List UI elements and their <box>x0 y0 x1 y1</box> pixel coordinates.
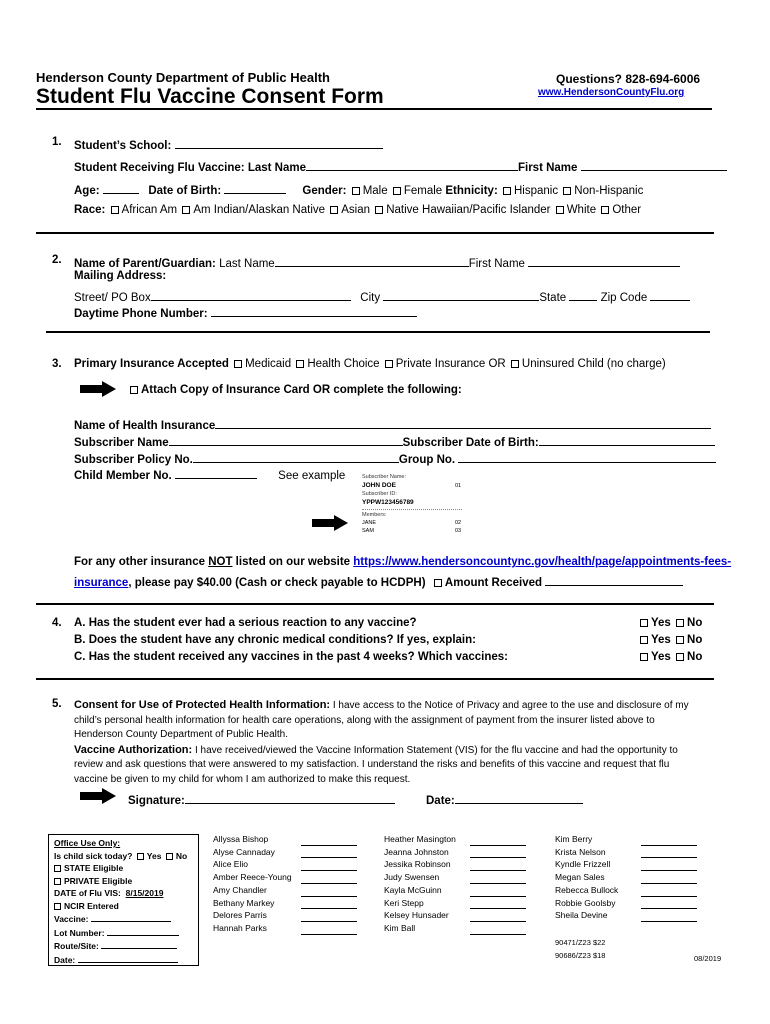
section-5-number: 5. <box>52 698 62 710</box>
race-am-indian-label: Am Indian/Alaskan Native <box>193 204 326 216</box>
example-insurance-card <box>358 472 468 542</box>
staff-initial-line[interactable] <box>470 886 526 897</box>
section-4-divider <box>36 678 714 680</box>
staff-initial-line[interactable] <box>301 873 357 884</box>
staff-initial-line[interactable] <box>470 924 526 935</box>
vis-date-label: DATE of Flu VIS: <box>54 888 121 898</box>
staff-row <box>384 897 526 910</box>
staff-initial-line[interactable] <box>301 835 357 846</box>
staff-row <box>555 884 697 897</box>
parent-last-name-label: Last Name <box>219 258 275 270</box>
city-label: City <box>360 292 381 304</box>
lot-row <box>54 926 193 940</box>
card-subscriber-id-label: Subscriber ID: <box>362 491 397 497</box>
section-3-number: 3. <box>52 358 62 370</box>
staff-name: Hannah Parks <box>213 922 267 933</box>
card-member-2-num: 03 <box>455 528 462 534</box>
student-first-name-label: First Name <box>517 162 578 174</box>
staff-row <box>384 846 526 859</box>
office-date-line[interactable] <box>78 953 178 963</box>
question-b: B. Does the student have any chronic medical conditions? If yes, explain: <box>74 634 476 646</box>
yes-label: Yes <box>651 617 671 629</box>
staff-column-3 <box>555 833 697 922</box>
race-row <box>74 204 641 216</box>
other-insurance-mid: listed on our website <box>232 556 354 568</box>
staff-initial-line[interactable] <box>470 898 526 909</box>
address-row <box>74 288 690 304</box>
billing-code-2: 90686/Z23 $18 <box>555 951 606 960</box>
student-first-name-line[interactable] <box>581 158 727 171</box>
signature-field[interactable] <box>128 791 395 807</box>
subscriber-name-label: Subscriber Name <box>74 437 169 449</box>
amount-received-label: Amount Received <box>444 577 543 589</box>
attach-card-checkbox[interactable] <box>130 386 138 394</box>
vis-date-value: 8/15/2019 <box>125 888 164 898</box>
date-label: Date: <box>426 795 455 807</box>
vaccine-label: Vaccine: <box>54 914 89 924</box>
policy-no-label: Subscriber Policy No. <box>74 454 193 466</box>
vaccine-line[interactable] <box>91 912 171 922</box>
staff-initial-line[interactable] <box>301 847 357 858</box>
student-last-name-line[interactable] <box>306 158 518 171</box>
vaccine-authorization-text-2: review and ask questions that were answered to my satisfaction. I understand the risks and benefits of this vaccine and request that flu <box>74 759 670 771</box>
other-insurance-pre: For any other insurance <box>74 556 209 568</box>
race-native-hawaiian-label: Native Hawaiian/Pacific Islander <box>386 204 551 216</box>
staff-name: Kim Ball <box>384 922 416 933</box>
uninsured-checkbox[interactable] <box>511 360 519 368</box>
private-eligible-row <box>54 875 193 888</box>
no-label: No <box>687 617 703 629</box>
staff-row <box>213 871 357 884</box>
staff-name: Jessika Robinson <box>384 859 451 870</box>
staff-initial-line[interactable] <box>470 911 526 922</box>
city-line[interactable] <box>383 288 539 301</box>
vis-date-row <box>54 887 193 900</box>
question-a: A. Has the student ever had a serious reaction to any vaccine? <box>74 617 417 629</box>
attach-card-label: Attach Copy of Insurance Card OR complete the following: <box>141 384 462 396</box>
question-a-answers <box>638 617 702 629</box>
staff-row <box>555 833 697 846</box>
street-label: Street/ PO Box <box>74 292 151 304</box>
attach-card-row <box>128 384 462 396</box>
staff-initial-line[interactable] <box>641 873 697 884</box>
staff-name: Amy Chandler <box>213 884 267 895</box>
state-eligible-checkbox[interactable] <box>54 865 61 872</box>
health-choice-checkbox[interactable] <box>296 360 304 368</box>
staff-initial-line[interactable] <box>301 924 357 935</box>
yes-label: Yes <box>651 634 671 646</box>
insurance-name-label: Name of Health Insurance <box>74 420 216 432</box>
staff-name: Kim Berry <box>555 834 593 844</box>
staff-name: Robbie Goolsby <box>555 897 616 908</box>
question-b-answers <box>638 634 702 646</box>
card-members-label: Members: <box>362 512 387 518</box>
parent-name-row <box>74 254 680 270</box>
uninsured-label: Uninsured Child (no charge) <box>521 358 666 370</box>
group-no-label: Group No. <box>398 454 456 466</box>
other-insurance-line-1 <box>74 556 731 568</box>
arrow-right-icon <box>80 381 116 397</box>
race-african-am-label: African Am <box>121 204 178 216</box>
date-line[interactable] <box>455 791 583 804</box>
department-name: Henderson County Department of Public Health <box>36 70 330 85</box>
staff-initial-line[interactable] <box>470 860 526 871</box>
fees-url-link-continued[interactable]: insurance <box>74 577 129 589</box>
staff-initial-line[interactable] <box>641 886 697 897</box>
office-date-label: Date: <box>54 954 76 965</box>
consent-text-3: Henderson County Department of Public Health. <box>74 729 289 741</box>
no-label: No <box>687 634 703 646</box>
private-eligible-label: PRIVATE Eligible <box>64 875 133 886</box>
staff-initial-line[interactable] <box>641 835 697 846</box>
staff-initial-line[interactable] <box>641 847 697 858</box>
race-native-hawaiian-checkbox[interactable] <box>375 206 383 214</box>
staff-row <box>384 858 526 871</box>
policy-row <box>74 450 716 466</box>
phone-line[interactable] <box>211 304 417 317</box>
child-member-row <box>74 466 345 482</box>
staff-row <box>555 897 697 910</box>
school-line[interactable] <box>175 136 383 149</box>
office-use-title: Office Use Only: <box>54 838 121 848</box>
consent-paragraph <box>74 698 689 788</box>
child-sick-yes-checkbox[interactable] <box>137 853 144 860</box>
question-b-yes-checkbox[interactable] <box>640 636 648 644</box>
child-sick-row <box>54 850 193 863</box>
female-label: Female <box>403 185 443 197</box>
state-label: State <box>539 292 567 304</box>
route-row <box>54 939 193 953</box>
hispanic-checkbox[interactable] <box>503 187 511 195</box>
state-eligible-row <box>54 862 193 875</box>
fees-url-link[interactable]: https://www.hendersoncountync.gov/health/page/appointments-fees- <box>353 556 732 568</box>
parent-last-name-line[interactable] <box>275 254 469 267</box>
other-insurance-line-2 <box>74 573 683 589</box>
arrow-right-icon <box>312 514 348 532</box>
group-no-line[interactable] <box>458 450 716 463</box>
staff-row <box>213 846 357 859</box>
card-subscriber-num: 01 <box>455 483 462 489</box>
consent-text-1: I have access to the Notice of Privacy and agree to the use and disclosure of my <box>330 700 689 711</box>
school-field[interactable] <box>74 136 383 152</box>
amount-received-line[interactable] <box>545 573 683 586</box>
staff-initial-line[interactable] <box>301 860 357 871</box>
staff-row <box>213 833 357 846</box>
staff-name: Jeanna Johnston <box>384 846 449 857</box>
office-use-box <box>48 834 199 966</box>
section-1-number: 1. <box>52 136 62 148</box>
staff-name: Sheila Devine <box>555 910 608 921</box>
staff-column-2 <box>384 833 526 935</box>
amount-received-checkbox[interactable] <box>434 579 442 587</box>
staff-row <box>213 858 357 871</box>
office-date-row <box>54 953 193 967</box>
route-site-label: Route/Site: <box>54 941 99 951</box>
staff-initial-line[interactable] <box>470 835 526 846</box>
consent-label: Consent for Use of Protected Health Information: <box>74 699 331 711</box>
yes-label: Yes <box>651 651 671 663</box>
race-white-label: White <box>566 204 597 216</box>
age-line[interactable] <box>103 181 139 194</box>
billing-code-1: 90471/Z23 $22 <box>555 938 606 947</box>
student-last-name-label: Student Receiving Flu Vaccine: Last Name <box>74 162 306 174</box>
staff-name: Rebecca Bullock <box>555 884 619 895</box>
staff-initial-line[interactable] <box>641 860 697 871</box>
ncir-entered-label: NCIR Entered <box>64 900 119 911</box>
ethnicity-label: Ethnicity: <box>445 185 498 197</box>
state-eligible-label: STATE Eligible <box>64 863 124 873</box>
pay-instructions: , please pay $40.00 (Cash or check payable to HCDPH) <box>128 577 426 589</box>
vaccine-authorization-label: Vaccine Authorization: <box>74 743 193 756</box>
arrow-right-icon <box>80 788 116 804</box>
child-member-label: Child Member No. <box>74 470 172 482</box>
zip-label: Zip Code <box>600 292 648 304</box>
parent-label: Name of Parent/Guardian: <box>74 258 216 270</box>
staff-name: Kelsey Hunsader <box>384 910 449 921</box>
medicaid-label: Medicaid <box>245 358 292 370</box>
section-1-divider <box>36 232 714 234</box>
student-name-field[interactable] <box>74 158 727 174</box>
question-c-no-checkbox[interactable] <box>676 653 684 661</box>
race-other-checkbox[interactable] <box>601 206 609 214</box>
race-am-indian-checkbox[interactable] <box>182 206 190 214</box>
vaccine-row <box>54 912 193 926</box>
hispanic-label: Hispanic <box>513 185 559 197</box>
staff-row <box>213 884 357 897</box>
staff-name: Alice Elio <box>213 859 248 870</box>
staff-name: Heather Masington <box>384 834 456 844</box>
section-2-number: 2. <box>52 254 62 266</box>
race-other-label: Other <box>612 204 642 216</box>
staff-name: Amber Reece-Young <box>213 872 292 883</box>
staff-initial-line[interactable] <box>641 911 697 922</box>
private-insurance-checkbox[interactable] <box>385 360 393 368</box>
staff-row <box>213 922 357 935</box>
demographics-row <box>74 181 643 197</box>
staff-initial-line[interactable] <box>301 886 357 897</box>
card-member-2: SAM <box>362 528 374 534</box>
card-subscriber-name: JOHN DOE <box>362 482 396 489</box>
subscriber-dob-label: Subscriber Date of Birth: <box>402 437 539 449</box>
staff-initial-line[interactable] <box>301 911 357 922</box>
child-member-line[interactable] <box>175 466 257 479</box>
staff-row <box>384 871 526 884</box>
staff-initial-line[interactable] <box>470 873 526 884</box>
section-4-number: 4. <box>52 617 62 629</box>
vaccine-authorization-text-3: vaccine be given to my child for whom I am authorized to make this request. <box>74 773 411 785</box>
staff-row <box>555 909 697 922</box>
staff-name: Megan Sales <box>555 872 605 883</box>
female-checkbox[interactable] <box>393 187 401 195</box>
staff-column-1 <box>213 833 357 935</box>
street-line[interactable] <box>151 288 351 301</box>
race-asian-label: Asian <box>341 204 371 216</box>
staff-row <box>213 897 357 910</box>
form-title: Student Flu Vaccine Consent Form <box>36 85 384 108</box>
staff-row <box>384 884 526 897</box>
dob-label: Date of Birth: <box>148 185 222 197</box>
age-label: Age: <box>74 185 100 197</box>
no-label: No <box>687 651 703 663</box>
date-field[interactable] <box>426 791 583 807</box>
private-eligible-checkbox[interactable] <box>54 878 61 885</box>
staff-name: Bethany Markey <box>213 897 275 908</box>
question-b-no-checkbox[interactable] <box>676 636 684 644</box>
other-insurance-not: NOT <box>208 556 233 568</box>
staff-name: Judy Swensen <box>384 872 440 883</box>
consent-text-2: child’s personal health information for health care operations, along with the assignment of payment from the insurer listed above to <box>74 714 655 726</box>
primary-insurance-row <box>74 358 666 370</box>
staff-name: Delores Parris <box>213 910 267 921</box>
staff-name: Kayla McGuinn <box>384 884 442 895</box>
male-label: Male <box>362 185 388 197</box>
primary-insurance-label: Primary Insurance Accepted <box>74 358 229 370</box>
question-a-yes-checkbox[interactable] <box>640 619 648 627</box>
staff-name: Kyndle Frizzell <box>555 859 611 870</box>
parent-first-name-line[interactable] <box>528 254 680 267</box>
race-white-checkbox[interactable] <box>556 206 564 214</box>
vaccine-authorization-text-1: I have received/viewed the Vaccine Information Statement (VIS) for the flu vaccine and had the opportunity to <box>192 744 678 756</box>
phone-field[interactable] <box>74 304 417 320</box>
staff-name: Krista Nelson <box>555 846 606 857</box>
lot-number-label: Lot Number: <box>54 927 105 938</box>
subscriber-dob-line[interactable] <box>539 433 715 446</box>
section-3-divider <box>36 603 714 605</box>
staff-initial-line[interactable] <box>641 898 697 909</box>
question-c-yes-checkbox[interactable] <box>640 653 648 661</box>
dob-line[interactable] <box>224 181 286 194</box>
staff-initial-line[interactable] <box>301 898 357 909</box>
staff-row <box>384 922 526 935</box>
subscriber-row <box>74 433 715 449</box>
child-sick-yes-label: Yes <box>146 850 162 861</box>
question-c: C. Has the student received any vaccines in the past 4 weeks? Which vaccines: <box>74 651 508 663</box>
non-hispanic-label: Non-Hispanic <box>574 185 644 197</box>
staff-row <box>555 858 697 871</box>
card-member-1-num: 02 <box>455 520 462 526</box>
phone-label: Daytime Phone Number: <box>74 308 208 320</box>
staff-row <box>213 909 357 922</box>
race-asian-checkbox[interactable] <box>330 206 338 214</box>
form-revision: 08/2019 <box>694 954 722 963</box>
child-sick-no-checkbox[interactable] <box>166 853 173 860</box>
mailing-address-label: Mailing Address: <box>74 270 167 282</box>
website-link[interactable]: www.HendersonCountyFlu.org <box>538 87 685 98</box>
route-site-line[interactable] <box>101 939 177 949</box>
card-subscriber-name-label: Subscriber Name: <box>362 474 407 480</box>
race-african-am-checkbox[interactable] <box>111 206 119 214</box>
gender-label: Gender: <box>302 185 347 197</box>
questions-phone: Questions? 828-694-6006 <box>556 72 701 86</box>
policy-no-line[interactable] <box>193 450 399 463</box>
header-divider <box>36 108 712 110</box>
school-label: Student’s School: <box>74 140 172 152</box>
question-a-no-checkbox[interactable] <box>676 619 684 627</box>
staff-name: Alyse Cannaday <box>213 846 275 857</box>
insurance-name-line[interactable] <box>215 416 711 429</box>
staff-row <box>555 846 697 859</box>
child-sick-label: Is child sick today? <box>54 850 133 861</box>
private-insurance-label: Private Insurance OR <box>395 358 506 370</box>
state-line[interactable] <box>569 288 597 301</box>
staff-row <box>555 871 697 884</box>
staff-initial-line[interactable] <box>470 847 526 858</box>
child-sick-no-label: No <box>175 850 188 861</box>
card-member-1: JANE <box>362 520 377 526</box>
see-example-label: See example <box>278 470 346 482</box>
ncir-entered-checkbox[interactable] <box>54 903 61 910</box>
zip-line[interactable] <box>650 288 690 301</box>
signature-line[interactable] <box>185 791 395 804</box>
insurance-name-field[interactable] <box>74 416 711 432</box>
card-subscriber-id: YPPW123456789 <box>362 499 414 506</box>
parent-first-name-label: First Name <box>468 258 525 270</box>
ncir-row <box>54 900 193 913</box>
signature-label: Signature: <box>128 795 185 807</box>
lot-number-line[interactable] <box>107 926 179 936</box>
staff-name: Allyssa Bishop <box>213 834 269 844</box>
question-c-answers <box>638 651 702 663</box>
non-hispanic-checkbox[interactable] <box>563 187 571 195</box>
staff-row <box>384 909 526 922</box>
medicaid-checkbox[interactable] <box>234 360 242 368</box>
health-choice-label: Health Choice <box>307 358 380 370</box>
subscriber-name-line[interactable] <box>169 433 403 446</box>
card-divider <box>362 509 462 510</box>
staff-row <box>384 833 526 846</box>
race-label: Race: <box>74 204 106 216</box>
section-2-divider <box>46 331 710 333</box>
staff-name: Keri Stepp <box>384 897 424 908</box>
male-checkbox[interactable] <box>352 187 360 195</box>
